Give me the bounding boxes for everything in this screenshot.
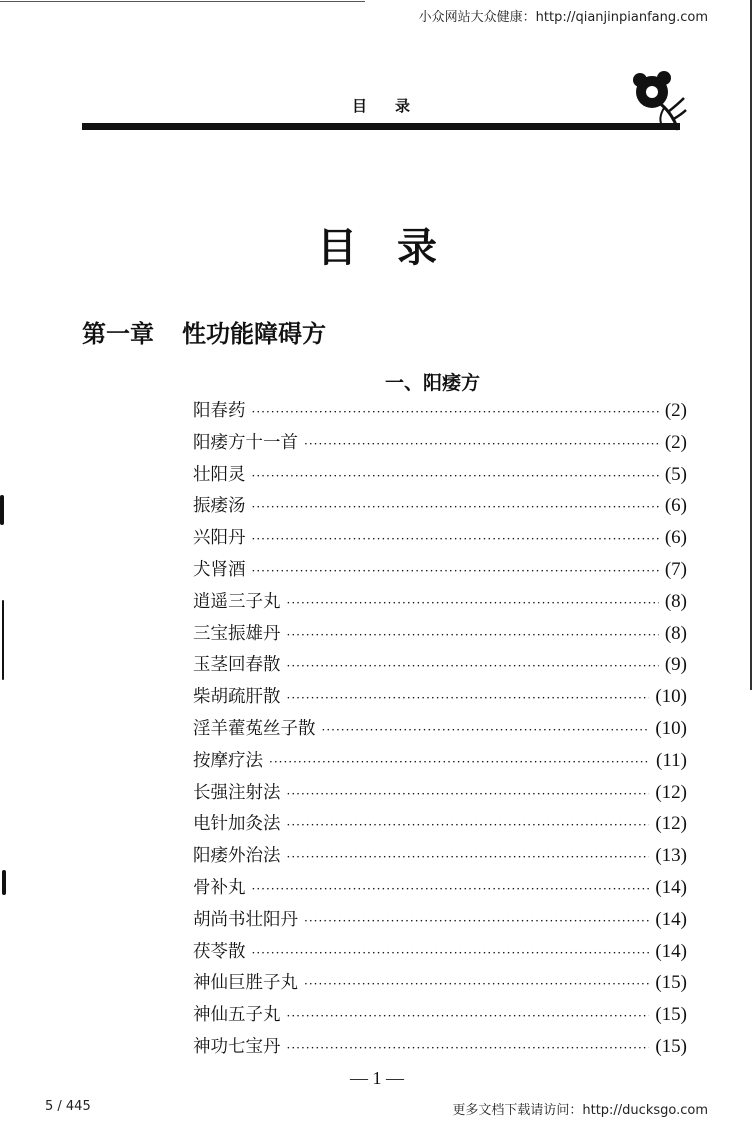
toc-entry-page: (13) bbox=[655, 845, 687, 867]
dot-leader bbox=[304, 914, 649, 928]
page-title: 目录 bbox=[317, 224, 477, 271]
dot-leader bbox=[252, 946, 650, 960]
toc-entry-name: 犬肾酒 bbox=[193, 559, 246, 580]
toc-entry[interactable] bbox=[193, 969, 687, 1001]
toc-entry-name: 三宝振雄丹 bbox=[193, 623, 281, 644]
toc-entry-name: 玉茎回春散 bbox=[193, 655, 281, 676]
toc-entry-page: (6) bbox=[664, 527, 687, 549]
page-number: — 1 — bbox=[350, 1068, 404, 1088]
toc-entry-page: (14) bbox=[655, 876, 687, 898]
toc-entry[interactable] bbox=[193, 1001, 687, 1033]
watermark-bottom[interactable]: 更多文档下载请访问：http://ducksgo.com bbox=[452, 1103, 708, 1118]
toc-entry[interactable] bbox=[193, 938, 687, 970]
toc-entry[interactable] bbox=[193, 842, 687, 874]
toc-entry[interactable] bbox=[193, 906, 687, 938]
dot-leader bbox=[252, 564, 659, 578]
toc-entry-name: 阳痿外治法 bbox=[193, 846, 281, 867]
toc-entry-name: 茯苓散 bbox=[193, 941, 246, 962]
flower-ornament-icon bbox=[628, 68, 690, 132]
toc-entry[interactable] bbox=[193, 874, 687, 906]
toc-entry-page: (12) bbox=[655, 781, 687, 803]
pdf-page-indicator: 5 / 445 bbox=[45, 1099, 91, 1114]
toc-entry-name: 壮阳灵 bbox=[193, 464, 246, 485]
toc-list bbox=[193, 397, 687, 1065]
dot-leader bbox=[287, 628, 659, 642]
toc-entry[interactable] bbox=[193, 524, 687, 556]
toc-entry-name: 神仙巨胜子丸 bbox=[193, 973, 298, 994]
toc-entry[interactable] bbox=[193, 715, 687, 747]
toc-entry-name: 逍遥三子丸 bbox=[193, 591, 281, 612]
toc-entry-page: (6) bbox=[664, 495, 687, 517]
toc-entry[interactable] bbox=[193, 397, 687, 429]
toc-entry[interactable] bbox=[193, 683, 687, 715]
header-rule bbox=[82, 123, 680, 130]
dot-leader bbox=[252, 405, 659, 419]
dot-leader bbox=[269, 755, 650, 769]
chapter-heading bbox=[82, 314, 326, 349]
dot-leader bbox=[252, 469, 659, 483]
toc-entry-page: (2) bbox=[664, 431, 687, 453]
toc-entry[interactable] bbox=[193, 810, 687, 842]
dot-leader bbox=[304, 437, 659, 451]
toc-entry-page: (15) bbox=[655, 1035, 687, 1057]
toc-entry-page: (9) bbox=[664, 654, 687, 676]
toc-entry[interactable] bbox=[193, 747, 687, 779]
dot-leader bbox=[304, 977, 649, 991]
toc-entry-page: (14) bbox=[655, 940, 687, 962]
toc-entry-page: (11) bbox=[656, 749, 687, 771]
toc-entry-name: 振痿汤 bbox=[193, 496, 246, 517]
toc-entry[interactable] bbox=[193, 556, 687, 588]
toc-entry-name: 阳痿方十一首 bbox=[193, 432, 298, 453]
dot-leader bbox=[287, 691, 650, 705]
toc-entry-page: (8) bbox=[664, 590, 687, 612]
dot-leader bbox=[287, 787, 650, 801]
chapter-title: 性功能障碍方 bbox=[182, 320, 326, 348]
toc-entry[interactable] bbox=[193, 588, 687, 620]
toc-entry[interactable] bbox=[193, 461, 687, 493]
dot-leader bbox=[287, 659, 659, 673]
toc-entry-name: 阳春药 bbox=[193, 401, 246, 421]
toc-entry-name: 骨补丸 bbox=[193, 877, 246, 898]
toc-entry-page: (7) bbox=[664, 558, 687, 580]
toc-entry[interactable] bbox=[193, 492, 687, 524]
toc-entry-name: 神功七宝丹 bbox=[193, 1036, 281, 1057]
dot-leader bbox=[287, 1009, 650, 1023]
toc-entry-page: (12) bbox=[655, 813, 687, 835]
scan-speck bbox=[2, 600, 4, 680]
toc-entry-name: 柴胡疏肝散 bbox=[193, 687, 281, 708]
chapter-number: 第一章 bbox=[82, 320, 154, 348]
toc-entry-page: (14) bbox=[655, 908, 687, 930]
dot-leader bbox=[252, 500, 659, 514]
dot-leader bbox=[287, 1041, 650, 1055]
toc-entry-page: (5) bbox=[664, 463, 687, 485]
toc-entry-page: (15) bbox=[655, 1004, 687, 1026]
scan-speck bbox=[2, 870, 6, 895]
toc-entry[interactable] bbox=[193, 779, 687, 811]
watermark-top[interactable]: 小众网站大众健康：http://qianjinpianfang.com bbox=[418, 10, 708, 25]
section-heading: 一、阳痿方 bbox=[385, 372, 481, 394]
page-edge-line bbox=[750, 0, 752, 690]
dot-leader bbox=[322, 723, 650, 737]
toc-entry-page: (10) bbox=[655, 686, 687, 708]
toc-entry-name: 长强注射法 bbox=[193, 782, 281, 803]
toc-entry-name: 按摩疗法 bbox=[193, 750, 263, 771]
toc-entry[interactable] bbox=[193, 651, 687, 683]
dot-leader bbox=[287, 818, 650, 832]
running-header: 目录 bbox=[352, 97, 439, 115]
toc-entry-name: 胡尚书壮阳丹 bbox=[193, 909, 298, 930]
toc-entry-name: 神仙五子丸 bbox=[193, 1005, 281, 1026]
toc-entry-page: (15) bbox=[655, 972, 687, 994]
dot-leader bbox=[252, 532, 659, 546]
toc-entry[interactable] bbox=[193, 429, 687, 461]
toc-entry-name: 兴阳丹 bbox=[193, 528, 246, 549]
dot-leader bbox=[287, 850, 650, 864]
toc-entry[interactable] bbox=[193, 620, 687, 652]
toc-entry-page: (10) bbox=[655, 717, 687, 739]
toc-entry-name: 淫羊藿菟丝子散 bbox=[193, 718, 316, 739]
toc-entry-name: 电针加灸法 bbox=[193, 814, 281, 835]
top-border-line bbox=[0, 1, 365, 2]
scan-speck bbox=[0, 495, 4, 525]
dot-leader bbox=[287, 596, 659, 610]
toc-entry-page: (2) bbox=[664, 400, 687, 421]
toc-entry[interactable] bbox=[193, 1033, 687, 1065]
dot-leader bbox=[252, 882, 650, 896]
toc-entry-page: (8) bbox=[664, 622, 687, 644]
